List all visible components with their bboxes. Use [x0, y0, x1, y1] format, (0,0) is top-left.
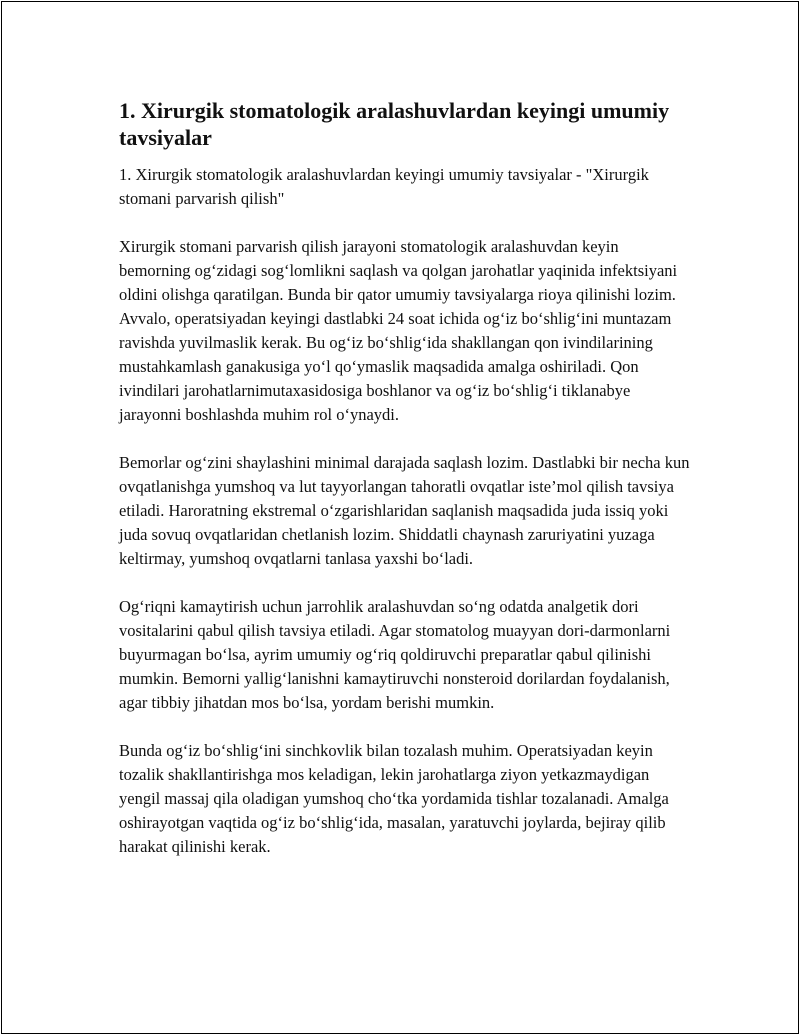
paragraph-stoma-care: Xirurgik stomani parvarish qilish jarayoni stomatologik aralashuvdan keyin bemorning og‘zidagi sog‘lomlikni saqlash va qolgan jarohatlar yaqinida infektsiyani oldini olishga qaratilgan. Bunda bir qator umumiy tavsiyalarga rioya qilinishi lozim. Avvalo, operatsiyadan keyingi dastlabki 24 soat ichida og‘iz bo‘shlig‘ini muntazam ravishda yuvilmaslik kerak. Bu og‘iz bo‘shlig‘ida shakllangan qon ivindilarining mustahkamlash ganakusiga yo‘l qo‘ymaslik maqsadida amalga oshiriladi. Qon ivindilari jarohatlarnimutaxasidosiga boshlanor va og‘iz bo‘shlig‘i tiklanabye jarayonni boshlashda muhim rol o‘ynaydi. — [119, 237, 678, 424]
document-heading: 1. Xirurgik stomatologik aralashuvlardan keyingi umumiy tavsiyalar — [119, 98, 670, 150]
paragraph-oral-hygiene: Bunda og‘iz bo‘shlig‘ini sinchkovlik bilan tozalash muhim. Operatsiyadan keyin tozalik shakllantirishga mos keladigan, lekin jarohatlarga ziyon yetkazmaydigan yengil massaj qila oladigan yumshoq cho‘tka yordamida tishlar tozalanadi. Amalga oshirayotgan vaqtida og‘iz bo‘shlig‘ida, masalan, yaratuvchi joylarda, bejiray qilib harakat qilinishi kerak. — [119, 741, 669, 856]
document-body — [119, 97, 694, 883]
document-page — [1, 1, 799, 1034]
paragraph-intro: 1. Xirurgik stomatologik aralashuvlardan keyingi umumiy tavsiyalar - "Xirurgik stomani parvarish qilish" — [119, 165, 649, 208]
paragraph-pain-relief: Og‘riqni kamaytirish uchun jarrohlik aralashuvdan so‘ng odatda analgetik dori vositalarini qabul qilish tavsiya etiladi. Agar stomatolog muayyan dori-darmonlarni buyurmagan bo‘lsa, ayrim umumiy og‘riq qoldiruvchi preparatlar qabul qilinishi mumkin. Bemorni yallig‘lanishni kamaytiruvchi nonsteroid dorilardan foydalanish, agar tibbiy jihatdan mos bo‘lsa, yordam berishi mumkin. — [119, 597, 671, 712]
paragraph-diet: Bemorlar og‘zini shaylashini minimal darajada saqlash lozim. Dastlabki bir necha kun ovqatlanishga yumshoq va lut tayyorlangan tahoratli ovqatlar iste’mol qilish tavsiya etiladi. Haroratning ekstremal o‘zgarishlaridan saqlanish maqsadida juda issiq yoki juda sovuq ovqatlaridan chetlanish lozim. Shiddatli chaynash zaruriyatini yuzaga keltirmay, yumshoq ovqatlarni tanlasa yaxshi bo‘ladi. — [119, 453, 690, 568]
